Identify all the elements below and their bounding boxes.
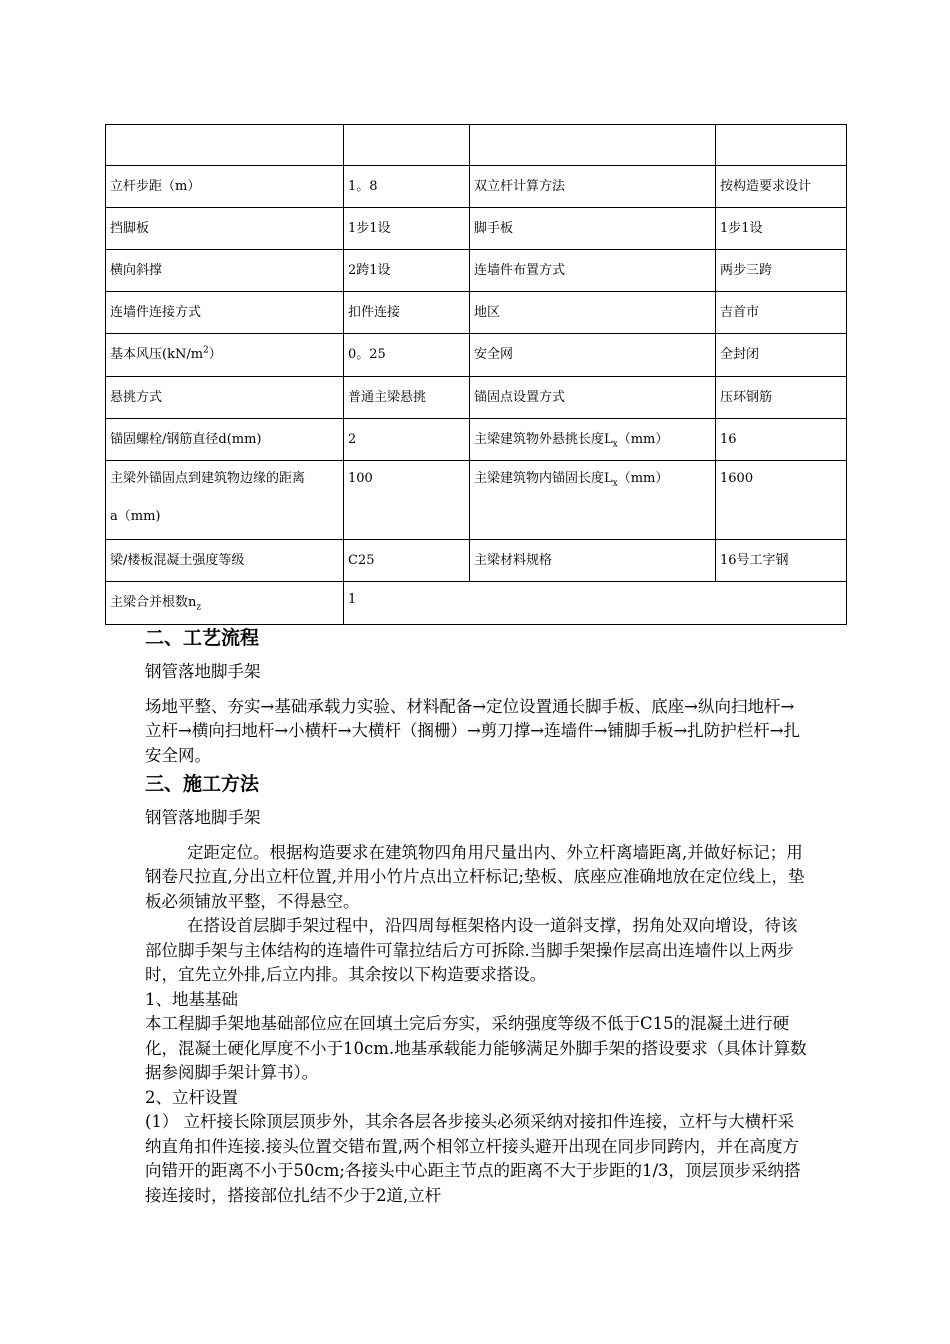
table-row [106, 461, 847, 540]
table-cell [106, 582, 344, 625]
paragraph: 场地平整、夯实→基础承载力实验、材料配备→定位设置通长脚手板、底座→纵向扫地杆→立杆→横向扫地杆→小横杆→大横杆（搁栅）→剪刀撑→连墙件→铺脚手板→扎防护栏杆→扎安全网。 [145, 696, 801, 765]
table-cell: 锚固点设置方式 [470, 377, 716, 419]
table-cell: 地区 [470, 292, 716, 334]
table-cell [106, 334, 344, 377]
table-cell: 按构造要求设计 [716, 166, 847, 208]
subheading: 钢管落地脚手架 [145, 808, 261, 827]
table-row [106, 334, 847, 377]
table-cell: 主梁材料规格 [470, 540, 716, 582]
beam-count-label: 主梁合并根数n [110, 595, 197, 610]
table-cell: 2 [344, 419, 470, 461]
table-cell [470, 461, 716, 540]
table-cell [470, 125, 716, 166]
table-cell: 挡脚板 [106, 208, 344, 250]
parameter-table [105, 124, 847, 625]
table-row [106, 377, 847, 419]
table-cell: 扣件连接 [344, 292, 470, 334]
table-cell [344, 125, 470, 166]
section-heading: 二、工艺流程 [145, 627, 260, 649]
table-cell: 梁/楼板混凝土强度等级 [106, 540, 344, 582]
cantilever-length-label: 主梁建筑物外悬挑长度L [474, 431, 613, 447]
unit: （mm） [617, 471, 669, 486]
wind-pressure-label: 基本风压(kN/m [110, 347, 204, 362]
table-cell [716, 125, 847, 166]
table-cell: 1 [344, 582, 847, 625]
table-cell: 100 [344, 461, 470, 540]
body-text [145, 622, 810, 1208]
anchor-length-label: 主梁建筑物内锚固长度L [474, 471, 613, 486]
subscript: z [196, 602, 202, 613]
table-cell: 1步1设 [716, 208, 847, 250]
table-cell: C25 [344, 540, 470, 582]
table-cell: 两步三跨 [716, 250, 847, 292]
table-row [106, 292, 847, 334]
section-heading: 三、施工方法 [145, 773, 260, 795]
table-cell: 0。25 [344, 334, 470, 377]
table-cell: 全封闭 [716, 334, 847, 377]
paren-close: ） [208, 347, 222, 362]
table-cell: 安全网 [470, 334, 716, 377]
table-cell: 吉首市 [716, 292, 847, 334]
paragraph: 在搭设首层脚手架过程中，沿四周每框架格内设一道斜支撑，拐角处双向增设，待该部位脚手架与主体结构的连墙件可靠拉结后方可拆除.当脚手架操作层高出连墙件以上两步时，宜先立外排,后立内排。其余按以下构造要求搭设。 [145, 916, 798, 984]
paragraph: 本工程脚手架地基础部位应在回填土完后夯实，采纳强度等级不低于C15的混凝土进行硬化，混凝土硬化厚度不小于10cm.地基承载能力能够满足外脚手架的搭设要求（具体计算数据参阅脚手架计算书）。 [145, 1014, 807, 1082]
table-cell: 悬挑方式 [106, 377, 344, 419]
subscript: x [612, 478, 618, 489]
table-cell: 连墙件连接方式 [106, 292, 344, 334]
subscript: x [612, 439, 618, 450]
table-row [106, 540, 847, 582]
paragraph: (1） 立杆接长除顶层顶步外，其余各层各步接头必须采纳对接扣件连接，立杆与大横杆采纳直角扣件连接.接头位置交错布置,两个相邻立杆接头避开出现在同步同跨内，并在高度方向错开的距离不小于50cm;各接头中心距主节点的距离不大于步距的1/3，顶层顶步采纳搭接连接时，搭接部位扎结不少于2道,立杆 [145, 1112, 801, 1205]
table-row [106, 166, 847, 208]
anchor-distance-label: 主梁外锚固点到建筑物边缘的距离 [110, 471, 306, 486]
table-cell: 2跨1设 [344, 250, 470, 292]
table-cell: 锚固螺栓/钢筋直径d(mm) [106, 419, 344, 461]
table-cell: 16 [716, 419, 847, 461]
table-cell: 脚手板 [470, 208, 716, 250]
table-cell: 横向斜撑 [106, 250, 344, 292]
list-heading: 2、立杆设置 [145, 1087, 238, 1107]
table-cell [106, 461, 344, 540]
table-cell: 连墙件布置方式 [470, 250, 716, 292]
table-cell [470, 419, 716, 461]
superscript: 2 [203, 345, 209, 356]
table-cell: 普通主梁悬挑 [344, 377, 470, 419]
table-row [106, 208, 847, 250]
table-cell: 立杆步距（m） [106, 166, 344, 208]
table-cell: 双立杆计算方法 [470, 166, 716, 208]
unit: （mm） [617, 431, 669, 447]
list-heading: 1、地基基础 [145, 989, 238, 1009]
table-row [106, 125, 847, 166]
table-cell: 1600 [716, 461, 847, 540]
table-cell: 1步1设 [344, 208, 470, 250]
table-cell: 压环钢筋 [716, 377, 847, 419]
table-row [106, 582, 847, 625]
subheading: 钢管落地脚手架 [145, 662, 261, 681]
table-row [106, 419, 847, 461]
anchor-distance-unit: a（mm) [110, 509, 161, 524]
table-cell: 16号工字钢 [716, 540, 847, 582]
table-cell: 1。8 [344, 166, 470, 208]
table-row [106, 250, 847, 292]
paragraph: 定距定位。根据构造要求在建筑物四角用尺量出内、外立杆离墙距离,并做好标记；用钢卷尺拉直,分出立杆位置,并用小竹片点出立杆标记;垫板、底座应准确地放在定位线上，垫板必须铺放平整，不得悬空。 [145, 842, 805, 911]
table-cell [106, 125, 344, 166]
